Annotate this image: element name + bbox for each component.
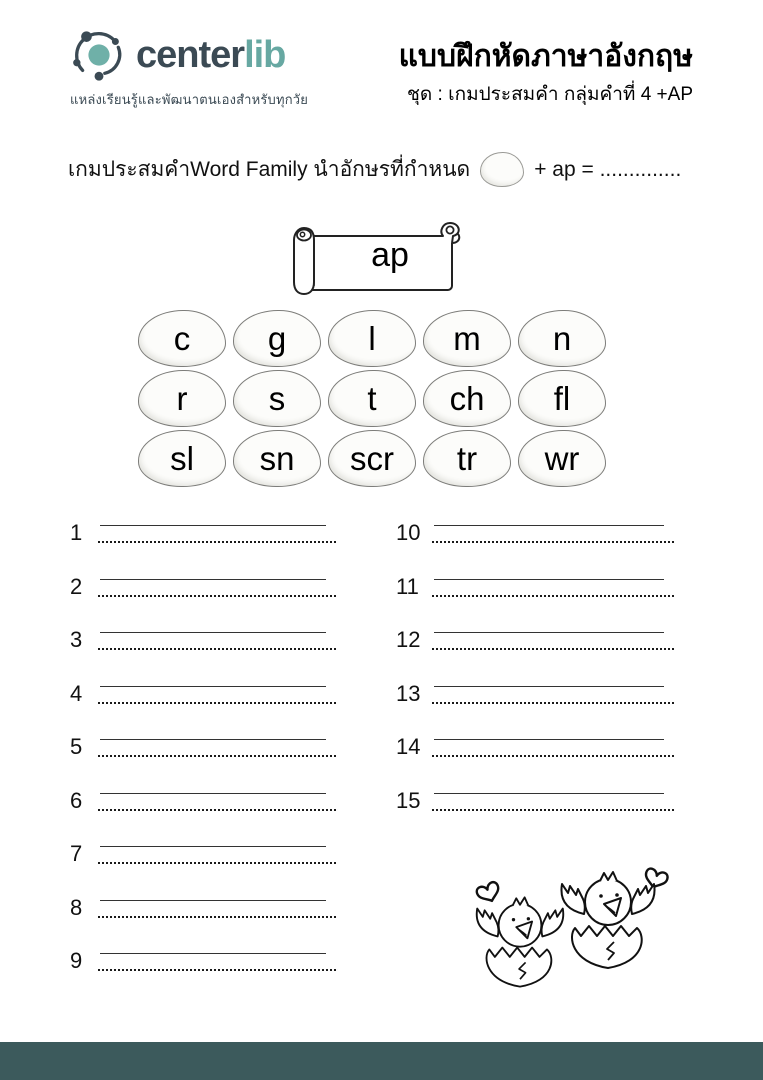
answer-line-solid [100, 900, 326, 901]
letter-egg-grid [138, 310, 618, 490]
answer-line-dotted [432, 809, 674, 811]
letter-egg [423, 370, 511, 427]
answer-item [70, 568, 370, 622]
answer-item [70, 942, 370, 996]
answer-item [70, 889, 370, 943]
brand-tagline: แหล่งเรียนรู้และพัฒนาตนเองสำหรับทุกวัย [70, 92, 309, 107]
answer-line-dotted [98, 809, 336, 811]
egg-letter-label: r [176, 380, 188, 417]
egg-letter-label: sl [170, 440, 194, 477]
answer-line-solid [100, 579, 326, 580]
egg-letter-label: ch [449, 380, 485, 417]
answer-line-dotted [432, 541, 674, 543]
answer-lines [98, 739, 336, 757]
egg-letter-label: c [173, 320, 191, 357]
answer-number: 13 [396, 680, 421, 706]
answer-column-right [396, 514, 696, 835]
answer-item [70, 514, 370, 568]
answer-line-dotted [98, 648, 336, 650]
egg-letter-label: l [368, 320, 376, 357]
letter-egg [138, 370, 226, 427]
hatching-chicks-icon [448, 850, 684, 998]
letter-egg [233, 370, 321, 427]
letter-egg [423, 430, 511, 487]
answer-number: 11 [396, 573, 419, 599]
answer-number: 3 [70, 627, 83, 652]
title-block [399, 40, 693, 109]
letter-egg [328, 430, 416, 487]
egg-letter-label: scr [350, 440, 394, 477]
answer-line-solid [434, 686, 664, 687]
answer-lines [98, 579, 336, 597]
answer-lines [98, 900, 336, 918]
chicks-decoration [448, 850, 684, 1003]
answer-number: 12 [396, 627, 421, 652]
answer-line-solid [434, 579, 664, 580]
answer-item [70, 782, 370, 836]
instruction-line [68, 152, 681, 187]
answer-lines [98, 632, 336, 650]
answer-number: 2 [70, 573, 83, 599]
answer-number: 7 [70, 841, 83, 866]
answer-lines [98, 525, 336, 543]
answer-line-solid [100, 953, 326, 954]
egg-letter-label: t [367, 380, 377, 417]
answer-line-solid [434, 632, 664, 633]
brand-text-center: center [136, 34, 245, 76]
answer-number: 6 [70, 787, 83, 813]
page-title: แบบฝึกหัดภาษาอังกฤษ [398, 40, 693, 73]
answer-line-solid [100, 793, 326, 794]
answer-lines [98, 793, 336, 811]
answer-item [396, 514, 696, 568]
answer-lines [432, 579, 674, 597]
answer-line-dotted [98, 862, 336, 864]
answer-item [70, 835, 370, 889]
egg-row-2 [138, 370, 618, 427]
egg-row-1 [138, 310, 618, 367]
letter-egg [138, 430, 226, 487]
answer-number: 9 [70, 948, 83, 973]
answer-line-dotted [98, 755, 336, 757]
answer-line-solid [434, 793, 664, 794]
letter-egg [328, 370, 416, 427]
letter-egg [518, 370, 606, 427]
letter-egg [328, 310, 416, 367]
centerlib-logo-icon [70, 28, 128, 82]
answer-lines [432, 686, 674, 704]
letter-egg [423, 310, 511, 367]
egg-letter-label: g [267, 320, 287, 357]
egg-letter-label: fl [553, 380, 571, 417]
answer-line-dotted [98, 969, 336, 971]
answer-number: 10 [396, 520, 421, 545]
answer-item [70, 675, 370, 729]
answer-item [396, 568, 696, 622]
answer-line-dotted [432, 595, 674, 597]
answer-line-dotted [432, 702, 674, 704]
answer-line-solid [434, 525, 664, 526]
answer-line-dotted [98, 702, 336, 704]
answer-line-solid [100, 632, 326, 633]
answer-number: 1 [70, 520, 83, 545]
ap-banner [290, 218, 472, 298]
egg-row-3 [138, 430, 618, 487]
brand-block [70, 28, 308, 110]
footer-bar [0, 1042, 763, 1080]
brand-text-lib: lib [244, 34, 286, 76]
answer-number: 15 [396, 787, 421, 813]
answer-item [396, 675, 696, 729]
answer-item [396, 621, 696, 675]
answer-item [396, 728, 696, 782]
answer-lines [98, 846, 336, 864]
letter-egg [518, 430, 606, 487]
answer-line-dotted [98, 916, 336, 918]
banner-label: ap [371, 236, 409, 274]
letter-egg [138, 310, 226, 367]
answer-number: 14 [396, 734, 421, 759]
instruction-text-after: + ap = .............. [534, 157, 682, 181]
instruction-text-before: เกมประสมคำWord Family นำอักษรที่กำหนด [68, 158, 471, 181]
answer-number: 8 [70, 894, 83, 920]
letter-egg [233, 310, 321, 367]
answer-line-solid [100, 686, 326, 687]
answer-line-dotted [432, 755, 674, 757]
answer-line-solid [434, 739, 664, 740]
brand-wordmark [136, 36, 285, 74]
answer-line-solid [100, 525, 326, 526]
letter-egg [233, 430, 321, 487]
answer-lines [432, 525, 674, 543]
answer-item [70, 621, 370, 675]
answer-number: 4 [70, 680, 83, 706]
egg-letter-label: wr [544, 440, 580, 477]
answer-lines [432, 793, 674, 811]
letter-egg [518, 310, 606, 367]
egg-letter-label: s [268, 380, 286, 417]
answer-line-dotted [432, 648, 674, 650]
answer-lines [432, 632, 674, 650]
answer-line-dotted [98, 541, 336, 543]
answer-line-solid [100, 846, 326, 847]
egg-icon [480, 152, 524, 187]
answer-item [70, 728, 370, 782]
answer-item [396, 782, 696, 836]
egg-letter-label: n [552, 320, 572, 357]
egg-letter-label: m [453, 320, 481, 357]
egg-letter-label: sn [259, 440, 295, 477]
answer-number: 5 [70, 734, 83, 759]
egg-letter-label: tr [456, 440, 478, 477]
answer-line-solid [100, 739, 326, 740]
answer-line-dotted [98, 595, 336, 597]
page-subtitle: ชุด : เกมประสมคำ กลุ่มคำที่ 4 +AP [407, 83, 693, 105]
answer-column-left [70, 514, 370, 996]
answer-lines [98, 953, 336, 971]
answer-lines [432, 739, 674, 757]
answer-lines [98, 686, 336, 704]
